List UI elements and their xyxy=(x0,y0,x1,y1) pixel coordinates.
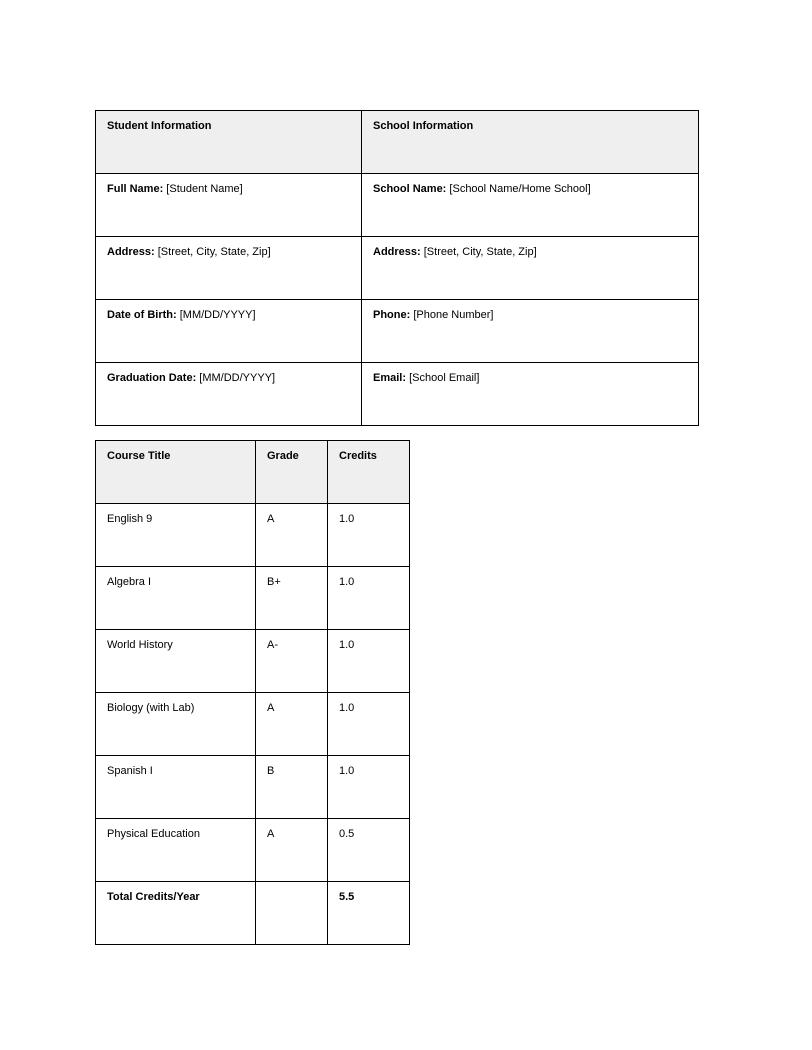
course-title-cell: Algebra I xyxy=(96,567,256,630)
info-row xyxy=(96,363,699,426)
course-header-row xyxy=(96,441,410,504)
field-value: [MM/DD/YYYY] xyxy=(199,372,276,384)
header-student-information: Student Information xyxy=(96,111,362,174)
field-label: Graduation Date: xyxy=(107,372,197,384)
info-row xyxy=(96,300,699,363)
grade-cell: A xyxy=(256,819,328,882)
info-row xyxy=(96,237,699,300)
total-credits-cell: 5.5 xyxy=(328,882,410,945)
info-cell xyxy=(362,237,699,300)
info-cell xyxy=(362,363,699,426)
header-grade: Grade xyxy=(256,441,328,504)
header-course-title: Course Title xyxy=(96,441,256,504)
field-value: [School Email] xyxy=(409,372,480,384)
field-label: Full Name: xyxy=(107,183,164,195)
credits-cell: 1.0 xyxy=(328,630,410,693)
field-label: Address: xyxy=(373,246,421,258)
total-grade-cell xyxy=(256,882,328,945)
course-title-cell: English 9 xyxy=(96,504,256,567)
info-row xyxy=(96,174,699,237)
field-value: [Street, City, State, Zip] xyxy=(423,246,537,258)
course-title-cell: World History xyxy=(96,630,256,693)
field-value: [Student Name] xyxy=(166,183,243,195)
info-cell xyxy=(96,174,362,237)
credits-cell: 1.0 xyxy=(328,504,410,567)
credits-cell: 0.5 xyxy=(328,819,410,882)
course-row xyxy=(96,819,410,882)
total-course-title-cell: Total Credits/Year xyxy=(96,882,256,945)
grade-cell: A xyxy=(256,693,328,756)
info-cell xyxy=(96,363,362,426)
grade-cell: A- xyxy=(256,630,328,693)
info-table xyxy=(95,110,699,426)
info-cell xyxy=(362,174,699,237)
header-school-information: School Information xyxy=(362,111,699,174)
course-row xyxy=(96,504,410,567)
total-row xyxy=(96,882,410,945)
field-label: Address: xyxy=(107,246,155,258)
course-title-cell: Biology (with Lab) xyxy=(96,693,256,756)
credits-cell: 1.0 xyxy=(328,756,410,819)
field-value: [Street, City, State, Zip] xyxy=(157,246,271,258)
field-value: [MM/DD/YYYY] xyxy=(179,309,256,321)
course-title-cell: Spanish I xyxy=(96,756,256,819)
header-credits: Credits xyxy=(328,441,410,504)
info-header-row xyxy=(96,111,699,174)
course-table xyxy=(95,440,410,945)
field-label: Phone: xyxy=(373,309,411,321)
course-row xyxy=(96,567,410,630)
field-label: School Name: xyxy=(373,183,447,195)
credits-cell: 1.0 xyxy=(328,567,410,630)
course-row xyxy=(96,693,410,756)
credits-cell: 1.0 xyxy=(328,693,410,756)
field-label: Email: xyxy=(373,372,407,384)
grade-cell: B+ xyxy=(256,567,328,630)
course-title-cell: Physical Education xyxy=(96,819,256,882)
field-value: [Phone Number] xyxy=(413,309,494,321)
info-cell xyxy=(362,300,699,363)
course-row xyxy=(96,756,410,819)
field-value: [School Name/Home School] xyxy=(449,183,591,195)
grade-cell: B xyxy=(256,756,328,819)
field-label: Date of Birth: xyxy=(107,309,177,321)
info-cell xyxy=(96,300,362,363)
course-row xyxy=(96,630,410,693)
grade-cell: A xyxy=(256,504,328,567)
info-cell xyxy=(96,237,362,300)
